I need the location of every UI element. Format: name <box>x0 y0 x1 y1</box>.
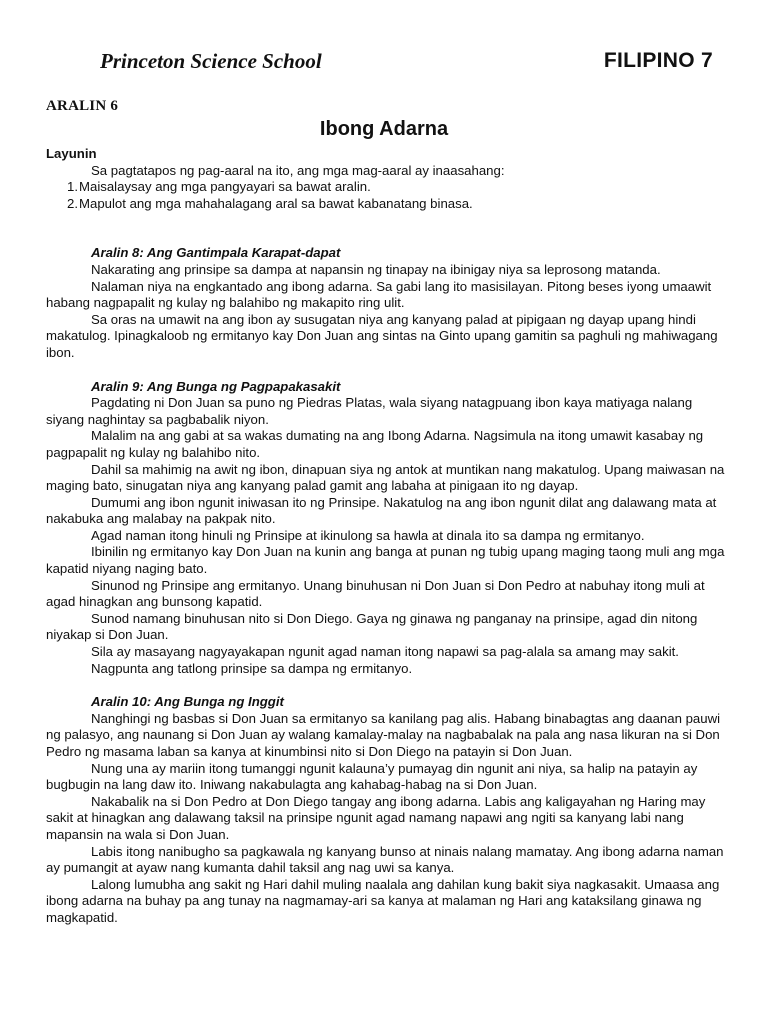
paragraph: Sunod namang binuhusan nito si Don Diego. Gaya ng ginawa ng panganay na prinsipe, agad din nitong niyakap si Don Juan. <box>46 610 698 643</box>
paragraph: Nakarating ang prinsipe sa dampa at napansin ng tinapay na ibinigay niya sa leprosong matanda. <box>91 261 661 277</box>
paragraph: Ibinilin ng ermitanyo kay Don Juan na kunin ang banga at punan ng tubig upang maging taong muli ang mga kapatid niyang naging bato. <box>46 544 725 577</box>
section-aralin-10 <box>46 694 730 926</box>
document-body <box>46 146 730 927</box>
section-heading: Aralin 8: Ang Gantimpala Karapat-dapat <box>91 245 341 261</box>
objectives-heading: Layunin <box>46 146 97 161</box>
paragraph: Labis itong nanibugho sa pagkawala ng kanyang bunso at ninais nalang mamatay. Ang ibong adarna naman ay pumangit at ayaw nang kumanta dahil taksil ang nag uwi sa kanya. <box>46 843 724 876</box>
objective-number: 2. <box>67 195 78 211</box>
paragraph: Dahil sa mahimig na awit ng ibon, dinapuan siya ng antok at muntikan nang makatulog. Upang maiwasan na maging bato, sinugatan niya ang kanyang palad gamit ang labaha at pinigaan ito ng dayap. <box>46 461 725 494</box>
objective-number: 1. <box>67 179 78 195</box>
paragraph: Sa oras na umawit na ang ibon ay susugatan niya ang kanyang palad at pipigaan ng dayap upang hindi makatulog. Ipinagkaloob ng ermitanyo kay Don Juan ang sintas na Ginto upang gamitin sa paghuli ng mahiwagang ibon. <box>46 311 718 360</box>
paragraph: Lalong lumubha ang sakit ng Hari dahil muling naalala ang dahilan kung bakit siya nagkasakit. Umaasa ang ibong adarna na buhay pa ang tunay na nagmamay-ari sa kanya at malaman ng Hari ang kataksilang ginawa ng magkapatid. <box>46 876 720 925</box>
paragraph: Agad naman itong hinuli ng Prinsipe at ikinulong sa hawla at dinala ito sa dampa ng ermitanyo. <box>91 527 645 543</box>
paragraph: Dumumi ang ibon ngunit iniwasan ito ng Prinsipe. Nakatulog na ang ibon ngunit dilat ang dalawang mata at nakabuka ang malabay na pakpak nito. <box>46 494 717 527</box>
objective-item <box>46 196 730 213</box>
paragraph: Nakabalik na si Don Pedro at Don Diego tangay ang ibong adarna. Labis ang kaligayahan ng Haring may sakit at hinagkan ang dalawang taksil na prinsipe ngunit agad namang napawi ang ngiti sa kanyang labi nang mapansin na wala si Don Juan. <box>46 793 706 842</box>
subject-label: FILIPINO 7 <box>603 49 713 72</box>
paragraph: Nanghingi ng basbas si Don Juan sa ermitanyo sa kanilang pag alis. Habang binabagtas ang daanan pauwi ng palasyo, ang naunang si Don Juan ay walang kamalay-malay na nagbabalak na pala ang nasa likuran na si Don Pedro ng masama laban sa kanya at kinumbinsi nito si Don Diego na patayin si Don Juan. <box>46 710 721 759</box>
lesson-label: ARALIN 6 <box>46 98 119 114</box>
objective-item <box>46 179 730 196</box>
objective-text: Mapulot ang mga mahahalagang aral sa bawat kabanatang binasa. <box>79 195 473 211</box>
paragraph: Nagpunta ang tatlong prinsipe sa dampa ng ermitanyo. <box>91 660 413 676</box>
paragraph: Sinunod ng Prinsipe ang ermitanyo. Unang binuhusan ni Don Juan si Don Pedro at nabuhay itong muli at agad hinagkan ang bunsong kapatid. <box>46 577 705 610</box>
paragraph: Malalim na ang gabi at sa wakas dumating na ang Ibong Adarna. Nagsimula na itong umawit kasabay ng pagpapalit ng kulay ng balahibo nito. <box>46 428 704 460</box>
page-title: Ibong Adarna <box>319 118 449 140</box>
paragraph: Nung una ay mariin itong tumanggi ngunit kalauna’y pumayag din ngunit ani niya, sa halip na patayin ay bugbugin na lang daw ito. Iniwang nakabulagta ang kahabag-habag na si Don Juan. <box>46 760 698 793</box>
paragraph: Pagdating ni Don Juan sa puno ng Piedras Platas, wala siyang natagpuang ibon kaya matiyaga nalang siyang naghintay sa pagbabalik niyon. <box>46 395 693 427</box>
objective-text: Maisalaysay ang mga pangyayari sa bawat aralin. <box>79 179 371 195</box>
section-heading: Aralin 9: Ang Bunga ng Pagpapakasakit <box>91 378 341 394</box>
section-aralin-8 <box>46 245 730 361</box>
section-heading: Aralin 10: Ang Bunga ng Inggit <box>91 694 284 710</box>
objectives-intro: Sa pagtatapos ng pag-aaral na ito, ang mga mag-aaral ay inaasahang: <box>91 162 505 178</box>
objectives-list <box>46 179 730 212</box>
school-name: Princeton Science School <box>100 49 322 73</box>
objectives-block <box>46 146 730 212</box>
section-aralin-9 <box>46 379 730 678</box>
paragraph: Sila ay masayang nagyayakapan ngunit agad naman itong napawi sa pag-alala sa amang may sakit. <box>91 644 679 660</box>
paragraph: Nalaman niya na engkantado ang ibong adarna. Sa gabi lang ito masisilayan. Pitong beses iyong umaawit habang nagpapalit ng kulay ng balahibo ng makapito ring ulit. <box>46 278 712 311</box>
